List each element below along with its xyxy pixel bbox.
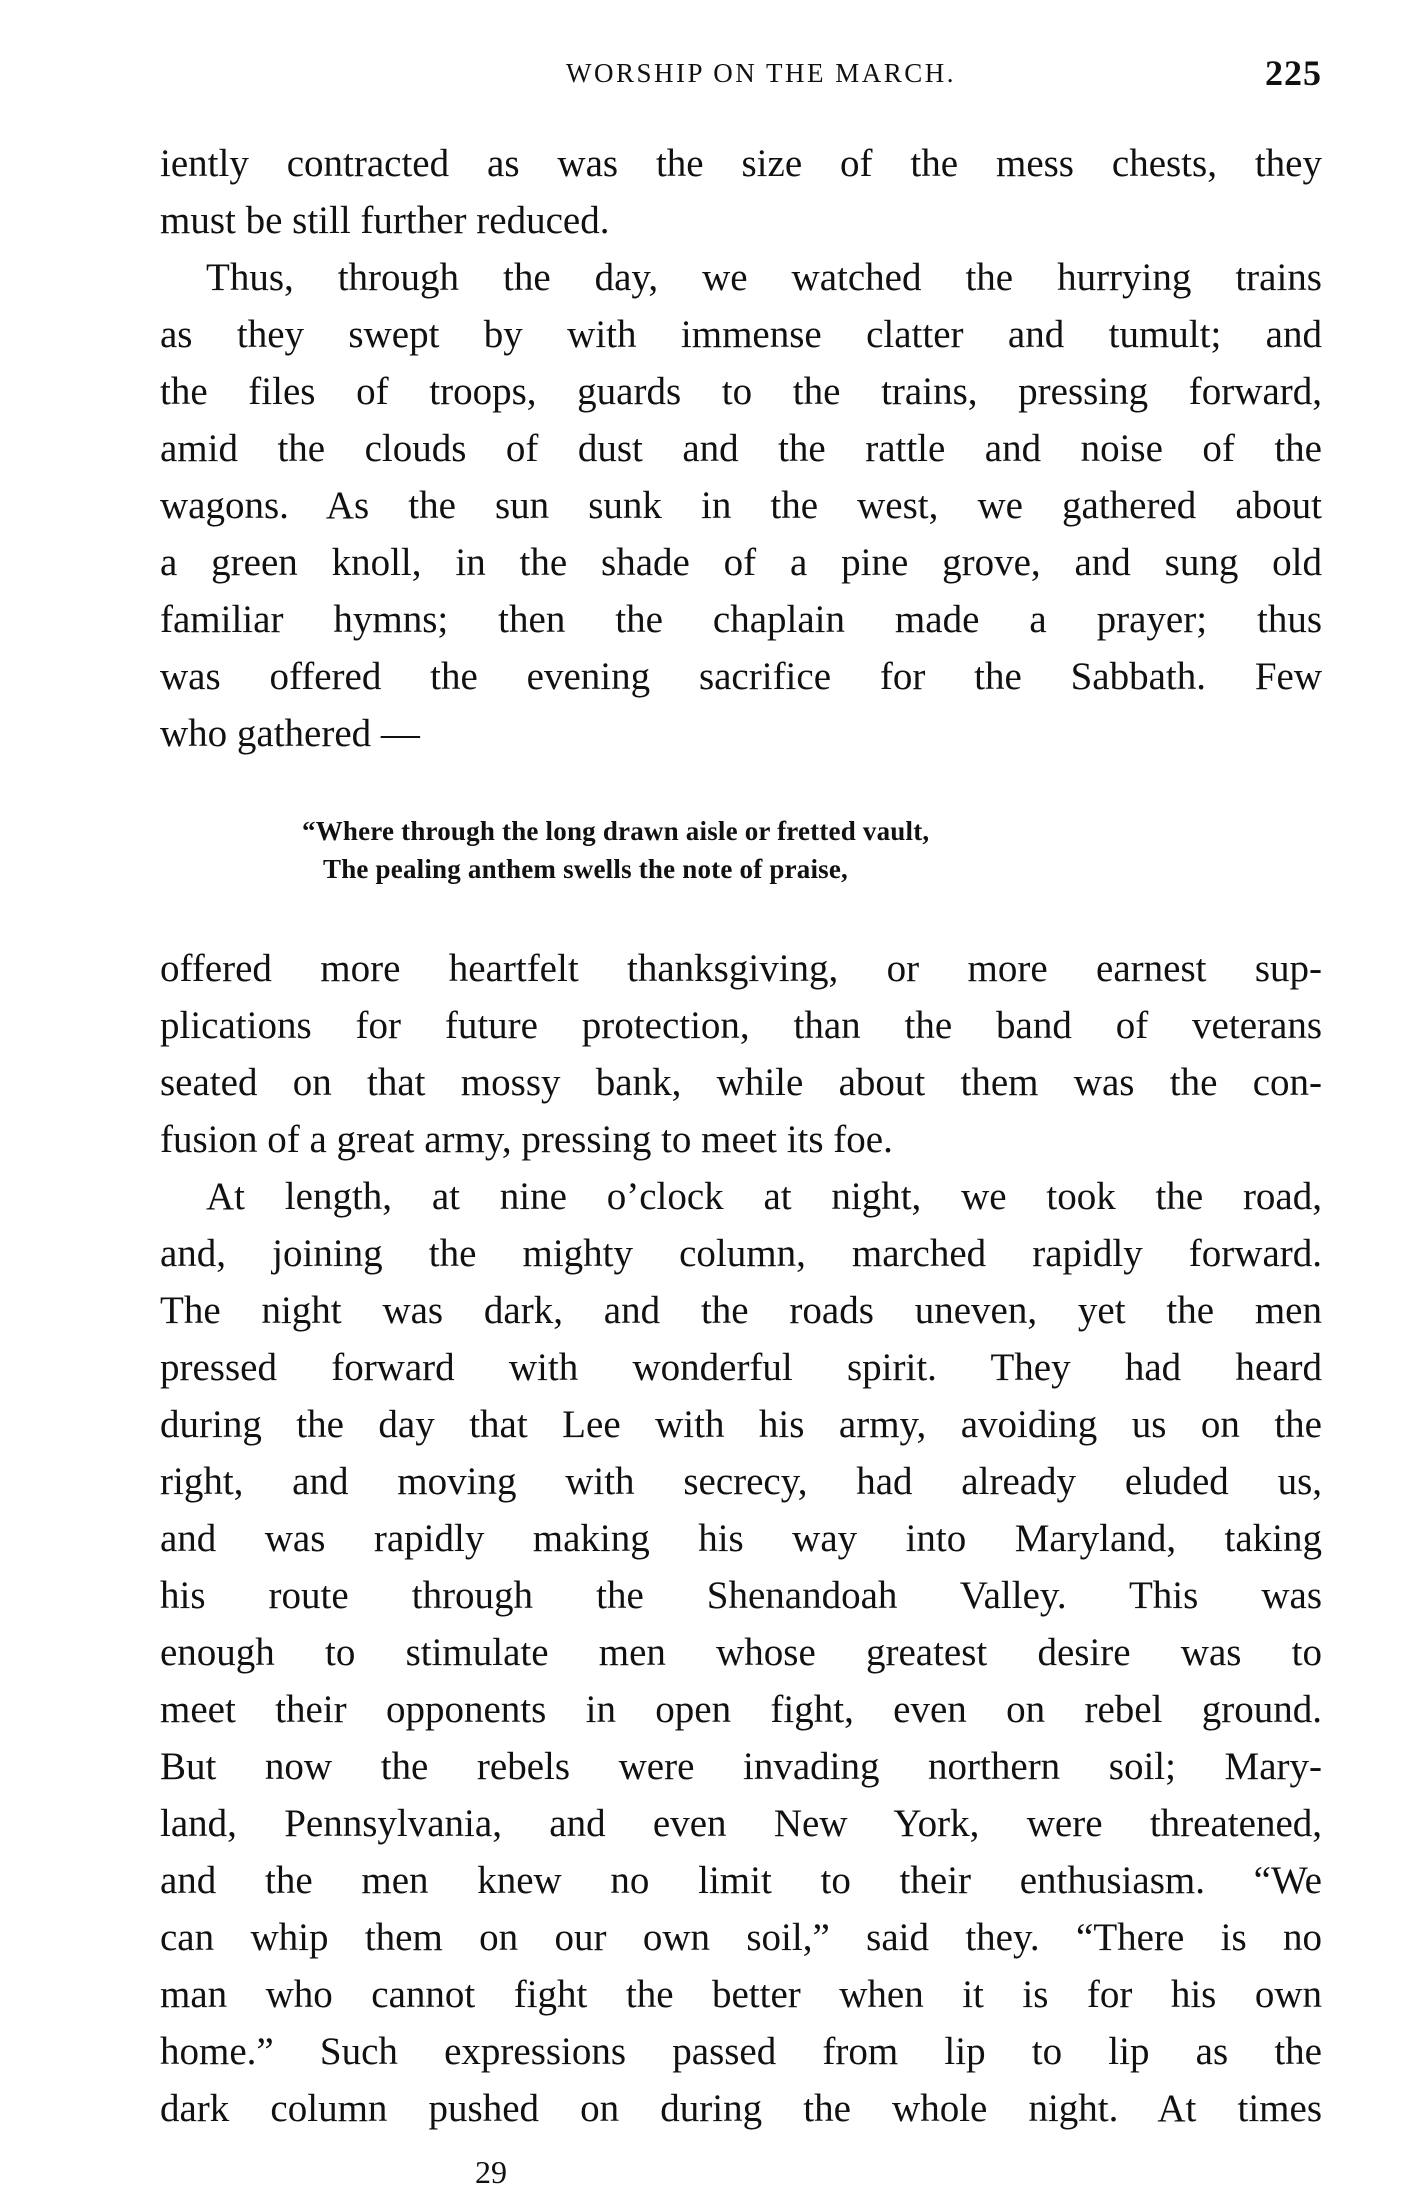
text-line: plications for future protection, than the band of veterans — [160, 1004, 1322, 1047]
text-line: and, joining the mighty column, marched rapidly forward. — [160, 1232, 1322, 1275]
text-line: who gathered — — [160, 712, 420, 755]
text-line: At length, at nine o’clock at night, we took the road, — [206, 1175, 1322, 1218]
text-line: was offered the evening sacrifice for the Sabbath. Few — [160, 655, 1322, 698]
text-line: dark column pushed on during the whole night. At times — [160, 2087, 1322, 2130]
text-line: as they swept by with immense clatter and tumult; and — [160, 313, 1322, 356]
text-line: during the day that Lee with his army, avoiding us on the — [160, 1403, 1322, 1446]
signature-mark: 29 — [475, 2154, 507, 2190]
text-line: land, Pennsylvania, and even New York, were threatened, — [160, 1802, 1322, 1845]
text-line: meet their opponents in open fight, even on rebel ground. — [160, 1688, 1322, 1731]
text-line: enough to stimulate men whose greatest desire was to — [160, 1631, 1322, 1674]
running-head — [160, 48, 1322, 98]
text-line: The night was dark, and the roads uneven, yet the men — [160, 1289, 1322, 1332]
text-line: the files of troops, guards to the trains, pressing forward, — [160, 370, 1322, 413]
running-title: WORSHIP ON THE MARCH. — [565, 58, 957, 88]
text-line: a green knoll, in the shade of a pine grove, and sung old — [160, 541, 1322, 584]
text-line: amid the clouds of dust and the rattle and noise of the — [160, 427, 1322, 470]
text-line: seated on that mossy bank, while about them was the con- — [160, 1061, 1322, 1104]
text-line: and the men knew no limit to their enthusiasm. “We — [160, 1859, 1322, 1902]
text-line: wagons. As the sun sunk in the west, we gathered about — [160, 484, 1322, 527]
text-line: man who cannot fight the better when it is for his own — [160, 1973, 1322, 2016]
text-line: offered more heartfelt thanksgiving, or more earnest sup- — [160, 947, 1322, 990]
text-line: fusion of a great army, pressing to meet its foe. — [160, 1118, 893, 1161]
page-number: 225 — [1265, 53, 1322, 93]
verse-line: “Where through the long drawn aisle or fretted vault, — [302, 816, 930, 846]
text-line: Thus, through the day, we watched the hurrying trains — [206, 256, 1322, 299]
text-line: iently contracted as was the size of the mess chests, they — [160, 142, 1322, 185]
text-line: can whip them on our own soil,” said they. “There is no — [160, 1916, 1322, 1959]
text-line: home.” Such expressions passed from lip to lip as the — [160, 2030, 1322, 2073]
text-line: his route through the Shenandoah Valley. This was — [160, 1574, 1322, 1617]
verse-line: The pealing anthem swells the note of praise, — [323, 854, 848, 884]
text-line: must be still further reduced. — [160, 199, 610, 242]
text-line: familiar hymns; then the chaplain made a prayer; thus — [160, 598, 1322, 641]
text-line: right, and moving with secrecy, had already eluded us, — [160, 1460, 1322, 1503]
text-line: pressed forward with wonderful spirit. They had heard — [160, 1346, 1322, 1389]
text-line: and was rapidly making his way into Maryland, taking — [160, 1517, 1322, 1560]
text-line: But now the rebels were invading northern soil; Mary- — [160, 1745, 1322, 1788]
